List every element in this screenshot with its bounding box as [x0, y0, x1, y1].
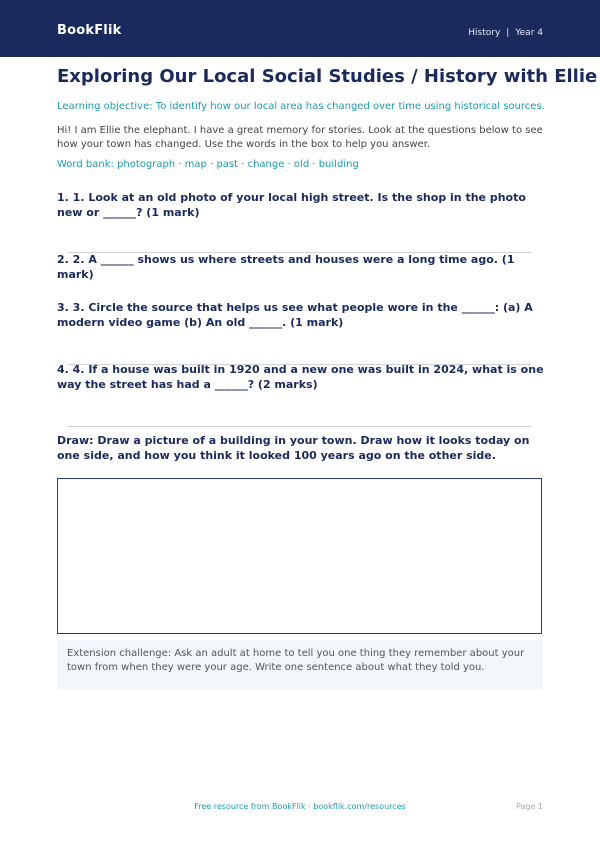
answer-line-4	[67, 426, 531, 427]
extension-challenge: Extension challenge: Ask an adult at home to tell you one thing they remember about your town from when they were your age. Write one sentence about what they told you.	[57, 640, 543, 690]
intro-text: Hi! I am Ellie the elephant. I have a great memory for stories. Look at the questions below to see how your town has changed. Use the words in the box to help you answer.	[57, 125, 543, 150]
year-label: Year 4	[515, 28, 543, 38]
word-bank: Word bank: photograph · map · past · change · old · building	[57, 159, 359, 170]
subject-label: History	[468, 28, 501, 38]
draw-prompt: Draw: Draw a picture of a building in your town. Draw how it looks today on one side, and how you think it looked 100 years ago on the other side.	[57, 434, 530, 462]
question-4: 4. 4. If a house was built in 1920 and a new one was built in 2024, what is one way the street has had a ______? (2 marks)	[57, 363, 544, 391]
page-header	[0, 0, 600, 57]
footer-credit: Free resource from BookFlik · bookflik.com/resources	[194, 802, 406, 811]
drawing-box[interactable]	[57, 478, 542, 634]
meta-separator: |	[506, 28, 510, 38]
learning-objective: Learning objective: To identify how our local area has changed over time using historical sources.	[57, 101, 545, 112]
question-1: 1. 1. Look at an old photo of your local high street. Is the shop in the photo new or ______? (1 mark)	[57, 191, 526, 219]
question-2: 2. 2. A ______ shows us where streets and houses were a long time ago. (1 mark)	[57, 253, 515, 281]
worksheet-title: Exploring Our Local Social Studies / History with Ellie	[57, 66, 598, 87]
brand-logo-text: BookFlik	[57, 23, 122, 38]
header-meta	[468, 28, 543, 38]
question-3: 3. 3. Circle the source that helps us see what people wore in the ______: (a) A modern video game (b) An old ______. (1 mark)	[57, 301, 533, 329]
page-number: Page 1	[516, 802, 543, 811]
